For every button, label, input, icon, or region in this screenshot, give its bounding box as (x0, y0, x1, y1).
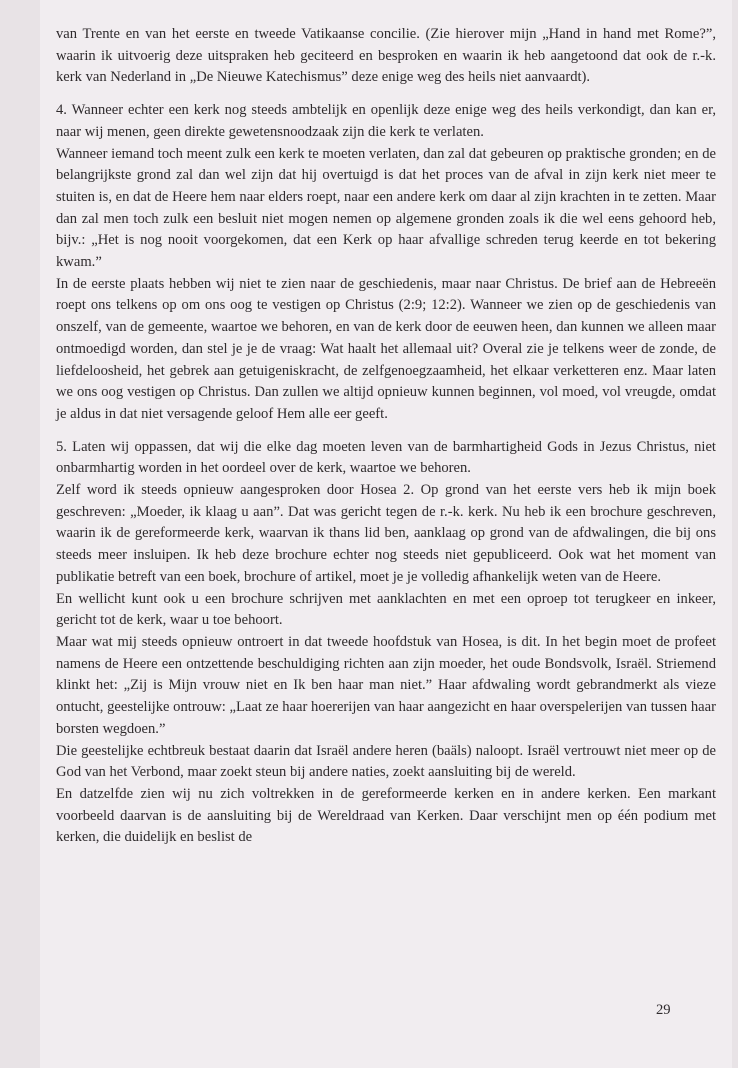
paragraph-9: Die geestelijke echtbreuk bestaat daarin dat Israël andere heren (baäls) naloopt. Israël vertrouwt niet meer op de God van het Verbond, maar zoekt steun bij andere naties, zoekt aansluiting bij de wereld. (56, 742, 716, 781)
paragraph-6: Zelf word ik steeds opnieuw aangesproken door Hosea 2. Op grond van het eerste vers heb ik mijn boek geschreven: „Moeder, ik klaag u aan”. Dat was gericht tegen de r.-k. kerk. Nu heb ik een brochure geschreven, waarin ik de gereformeerde kerk, waarvan ik thans lid ben, aanklaag op grond van de afdwalingen, die bij ons steeds meer insluipen. Ik heb deze brochure echter nog steeds niet gepubliceerd. Ook wat het moment van publikatie betreft van een boek, brochure of artikel, moet je je volledig afhankelijk weten van de Heere. (56, 482, 716, 585)
paragraph-1: van Trente en van het eerste en tweede Vatikaanse concilie. (Zie hierover mijn „Hand in hand met Rome?”, waarin ik uitvoerig deze uitspraken heb geciteerd en besproken en waarin ik heb aangetoond dat ook de r.-k. kerk van Nederland in „De Nieuwe Katechismus” deze enige weg des heils niet aanvaardt). (56, 26, 716, 86)
paragraph-10: En datzelfde zien wij nu zich voltrekken in de gereformeerde kerken en in andere kerken. Een markant voorbeeld daarvan is de aansluiting bij de Wereldraad van Kerken. Daar verschijnt men op één podium met kerken, die duidelijk en beslist de (56, 785, 716, 846)
body-text (56, 24, 716, 849)
paragraph-3: Wanneer iemand toch meent zulk een kerk te moeten verlaten, dan zal dat gebeuren op praktische gronden; en de belangrijkste grond zal dan wel zijn dat hij overtuigd is dat het proces van de afval in zijn kerk niet meer te stuiten is, en dat de Heere hem naar elders roept, naar een andere kerk om daar al zijn krachten in te zetten. Maar dan zal men toch zulk een besluit niet mogen nemen op algemene gronden zoals ik die wel eens gehoord heb, bijv.: „Het is nog nooit voorgekomen, dat een Kerk op haar afvallige schreden terug keerde en tot bekering kwam.” (56, 145, 716, 271)
paragraph-2: 4. Wanneer echter een kerk nog steeds ambtelijk en openlijk deze enige weg des heils verkondigt, dan kan er, naar wij menen, geen direkte gewetensnoodzaak zijn die kerk te verlaten. (56, 102, 716, 140)
paragraph-7: En wellicht kunt ook u een brochure schrijven met aanklachten en met een oproep tot terugkeer en inkeer, gericht tot de kerk, waar u toe behoort. (56, 590, 716, 629)
paragraph-8: Maar wat mij steeds opnieuw ontroert in dat tweede hoofdstuk van Hosea, is dit. In het begin moet de profeet namens de Heere een ontzettende beschuldiging richten aan zijn moeder, het oude Bondsvolk, Israël. Striemend klinkt het: „Zij is Mijn vrouw niet en Ik ben haar man niet.” Haar afdwaling wordt gebrandmerkt als vieze ontucht, geestelijke ontrouw: „Laat ze haar hoererijen van haar aangezicht en haar overspelerijen van tussen haar borsten wegdoen.” (56, 633, 716, 737)
page-number: 29 (656, 1002, 671, 1018)
book-page (40, 0, 732, 1068)
paragraph-5: 5. Laten wij oppassen, dat wij die elke dag moeten leven van de barmhartigheid Gods in Jezus Christus, niet onbarmhartig worden in het oordeel over de kerk, waartoe we behoren. (56, 438, 716, 477)
paragraph-4: In de eerste plaats hebben wij niet te zien naar de geschiedenis, maar naar Christus. De brief aan de Hebreeën roept ons telkens op om ons oog te vestigen op Christus (2:9; 12:2). Wanneer we zien op de geschiedenis van onszelf, van de gemeente, waartoe we behoren, en van de kerk door de eeuwen heen, dan kunnen we alleen maar ontmoedigd worden, dan stel je je de vraag: Wat haalt het allemaal uit? Overal zie je telkens weer de zonde, de liefdeloosheid, het gebrek aan getuigeniskracht, de zelfgenoegzaamheid, het elkaar verketteren enz. Maar laten we ons oog vestigen op Christus. Dan zullen we altijd opnieuw kunnen beginnen, vol moed, vol vreugde, omdat je aldus in dat niet versagende geloof Hem alle eer geeft. (56, 275, 716, 422)
